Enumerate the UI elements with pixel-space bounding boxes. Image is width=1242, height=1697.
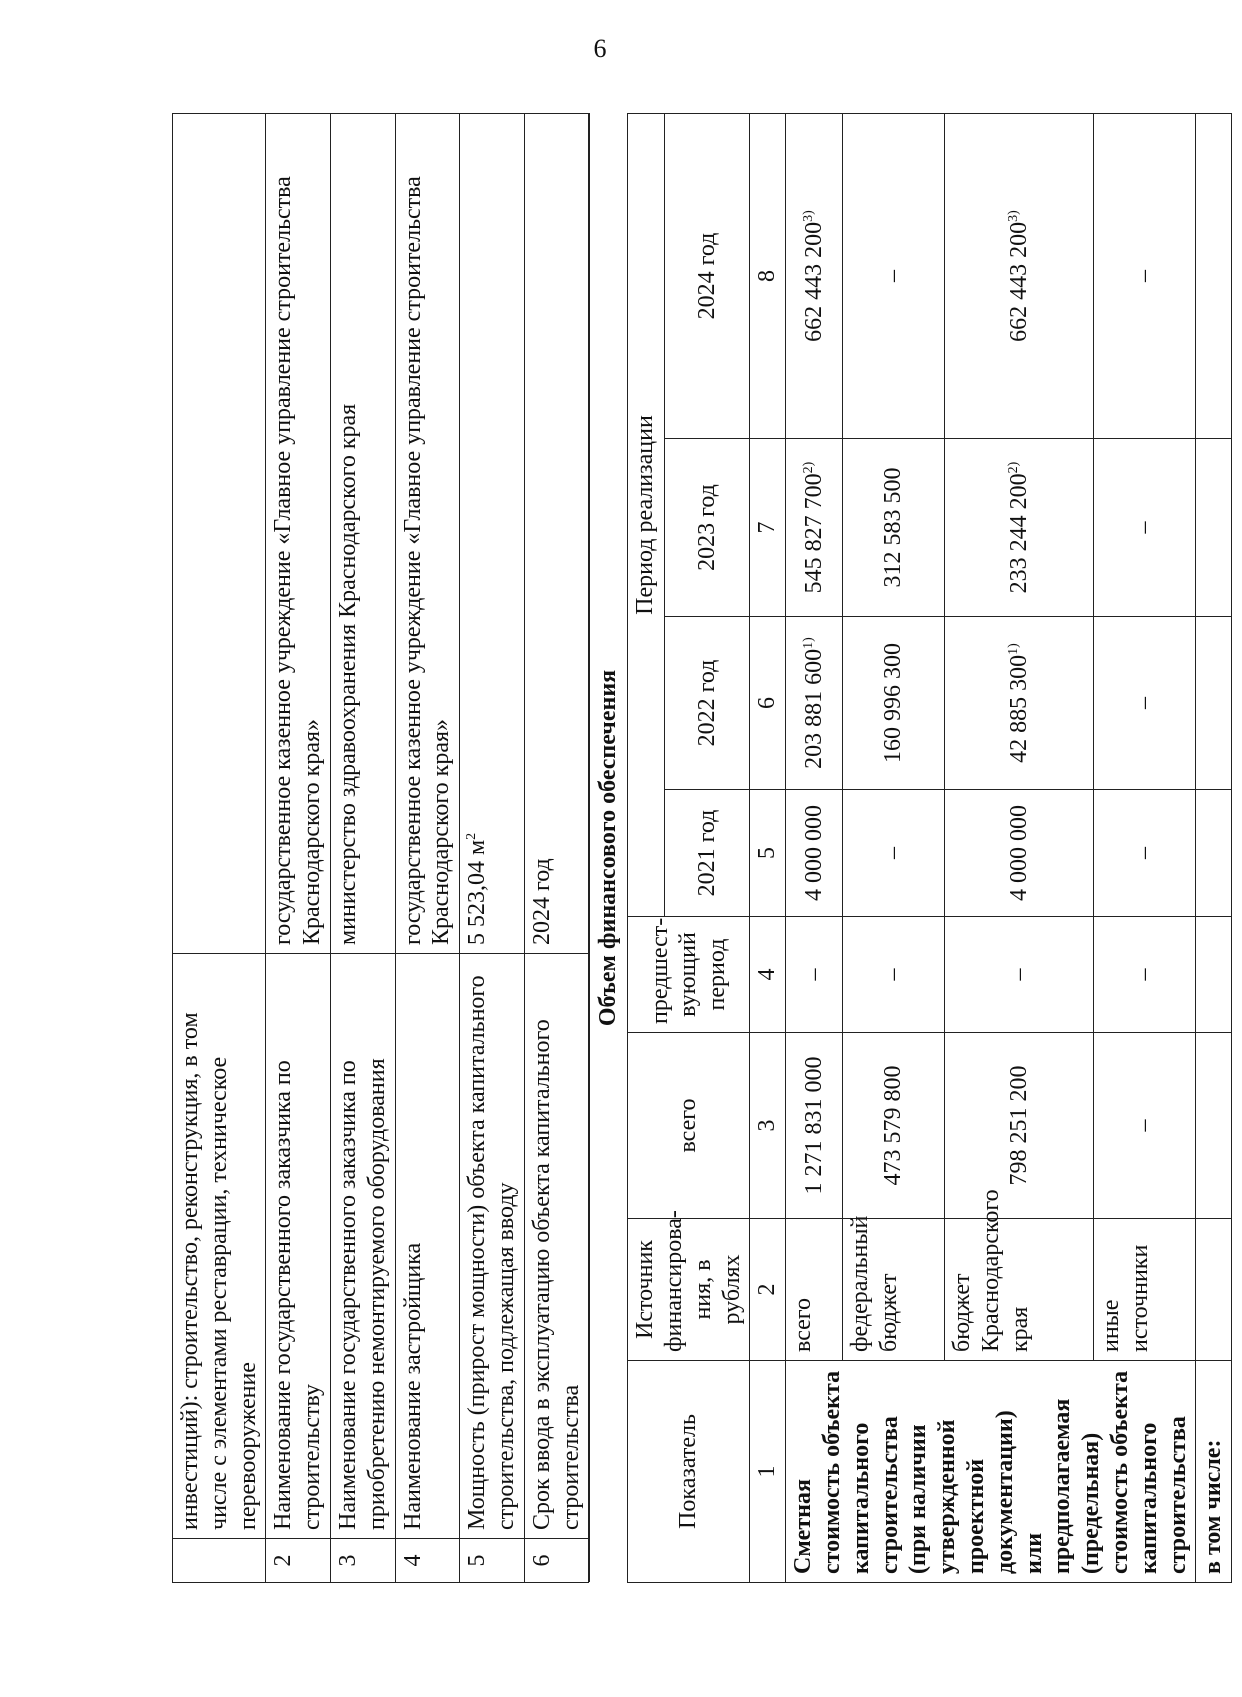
cell-total: 1 271 831 000 (786, 1033, 843, 1219)
rotated-table-sheet (172, 113, 1242, 1583)
cell-2022: 160 996 300 (842, 617, 945, 790)
info-row (173, 114, 266, 1583)
column-number: 2 (750, 1219, 786, 1361)
column-number: 6 (750, 617, 786, 790)
cell-2021: 4 000 000 (786, 790, 843, 917)
cell-prior: – (945, 917, 1093, 1033)
header-year-2023: 2023 год (665, 439, 750, 617)
financing-table (589, 113, 1232, 1583)
cell-2021: – (1093, 790, 1196, 917)
row-value: государственное казенное учреждение «Главное управление строительства Краснодарского края» (395, 114, 460, 954)
cell-total: – (1093, 1033, 1196, 1219)
cell-total: 798 251 200 (945, 1033, 1093, 1219)
header-implementation-period: Период реализации (628, 114, 665, 917)
column-number: 3 (750, 1033, 786, 1219)
row-value: государственное казенное учреждение «Главное управление строительства Краснодарского края» (266, 114, 331, 954)
cell-2024: – (1093, 114, 1196, 439)
cell-2022: – (1093, 617, 1196, 790)
cell-total: 473 579 800 (842, 1033, 945, 1219)
row-value: министерство здравоохранения Краснодарского края (330, 114, 395, 954)
row-label: Наименование застройщика (395, 954, 460, 1539)
row-number (173, 1539, 266, 1583)
column-number: 5 (750, 790, 786, 917)
header-indicator: Показатель (628, 1361, 750, 1583)
cell-2021: 4 000 000 (945, 790, 1093, 917)
row-value: 2024 год (524, 114, 589, 954)
cell-2024: 662 443 200$^{3)}$ (945, 114, 1093, 439)
cell-2023: – (1093, 439, 1196, 617)
row-number: 4 (395, 1539, 460, 1583)
source-label: федеральный бюджет (842, 1219, 945, 1361)
row-number: 3 (330, 1539, 395, 1583)
info-row (460, 114, 525, 1583)
row-label: Срок ввода в эксплуатацию объекта капитального строительства (524, 954, 589, 1539)
header-year-2024: 2024 год (665, 114, 750, 439)
info-row (524, 114, 589, 1583)
row-label: Наименование государственного заказчика по приобретению немонтируемого оборудования (330, 954, 395, 1539)
source-label: иные источники (1093, 1219, 1196, 1361)
cell-2024: – (842, 114, 945, 439)
row-number: 6 (524, 1539, 589, 1583)
cell-prior: – (842, 917, 945, 1033)
page-number: 6 (593, 34, 607, 63)
column-number: 7 (750, 439, 786, 617)
cell-2024: 662 443 200$^{3)}$ (786, 114, 843, 439)
cell-2021: – (842, 790, 945, 917)
row-number: 5 (460, 1539, 525, 1583)
indicator-estimated-cost: Сметная стоимость объекта капитального строительства (при наличии утвержденной проектной документации) или предполагаемая (предельная) стоимость объекта капитального строительства (786, 1361, 1196, 1583)
cell-2023: 233 244 200$^{2)}$ (945, 439, 1093, 617)
info-row (330, 114, 395, 1583)
column-number: 1 (750, 1361, 786, 1583)
row-label: Наименование государственного заказчика по строительству (266, 954, 331, 1539)
column-numbers-row (750, 114, 786, 1583)
cell-2022: 203 881 600$^{1)}$ (786, 617, 843, 790)
row-value: 5 523,04 $м^2$ (460, 114, 525, 954)
source-label: бюджет Краснодарского края (945, 1219, 1093, 1361)
financing-title: Объем финансового обеспечения (590, 114, 628, 1583)
row-label: инвестиций): строительство, реконструкция, в том числе с элементами реставрации, техническое перевооружение (173, 954, 266, 1539)
header-year-2022: 2022 год (665, 617, 750, 790)
row-value (173, 114, 266, 954)
row-label: Мощность (прирост мощности) объекта капитального строительства, подлежащая вводу (460, 954, 525, 1539)
header-year-2021: 2021 год (665, 790, 750, 917)
cell-2022: 42 885 300$^{1)}$ (945, 617, 1093, 790)
header-prior-period: предшест-вующий период (628, 917, 750, 1033)
cell-2023: 312 583 500 (842, 439, 945, 617)
header-total: всего (628, 1033, 750, 1219)
info-row (266, 114, 331, 1583)
cell-prior: – (1093, 917, 1196, 1033)
column-number: 8 (750, 114, 786, 439)
source-label: всего (786, 1219, 843, 1361)
info-row (395, 114, 460, 1583)
cell-2023: 545 827 700$^{2)}$ (786, 439, 843, 617)
cell-prior: – (786, 917, 843, 1033)
object-info-table (172, 113, 589, 1583)
row-number: 2 (266, 1539, 331, 1583)
column-number: 4 (750, 917, 786, 1033)
header-source: Источник финансирова-ния, в рублях (628, 1219, 750, 1361)
including-label: в том числе: (1196, 1361, 1232, 1583)
